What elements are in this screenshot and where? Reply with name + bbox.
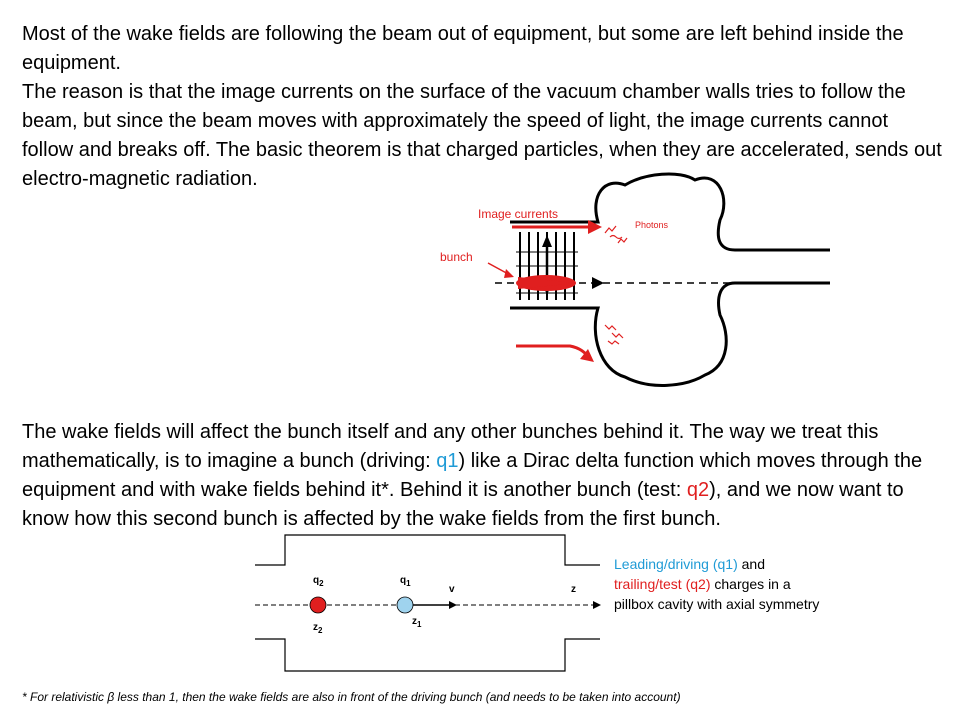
wake-effect-paragraph <box>22 418 942 534</box>
wake-text-2: ) like a Dirac delta function which moves through the equipment and with wake fields behind it*. Behind it is another bunch (test: <box>22 450 923 501</box>
velocity-label: v <box>449 584 455 595</box>
wake-text-1: The wake fields will affect the bunch itself and any other bunches behind it. The way we treat this mathematically, is to imagine a bunch (driving: <box>22 421 879 472</box>
photons-label: Photons <box>635 220 669 230</box>
pillbox-wall-bottom <box>255 639 600 671</box>
pillbox-cavity-diagram <box>255 533 615 678</box>
image-currents-label: Image currents <box>478 207 559 221</box>
q2-highlight: q2 <box>686 479 710 501</box>
caption-trailing: trailing/test (q2) <box>614 576 711 592</box>
image-current-arrow-bottom <box>516 346 588 356</box>
q2-label: $q_2$ <box>313 575 324 588</box>
q1-highlight: q1 <box>436 450 459 472</box>
caption-and: and <box>737 556 765 572</box>
photon-squiggle-icon <box>605 226 627 344</box>
bunch-label: bunch <box>440 250 473 264</box>
intro-text-2: The reason is that the image currents on the surface of the vacuum chamber walls tries to follow the beam, but since the beam moves with approximately the speed of light, the image currents cannot follow and breaks off. The basic theorem is that charged particles, when they are accelerated, sends out electro-magnetic radiation. <box>22 81 942 190</box>
caption-line3: pillbox cavity with axial symmetry <box>614 596 820 612</box>
intro-text-1: Most of the wake fields are following the beam out of equipment, but some are left behind inside the equipment. <box>22 23 904 74</box>
z2-label: $z_2$ <box>313 622 323 635</box>
driving-charge-q1 <box>397 597 413 613</box>
pillbox-caption <box>614 554 914 614</box>
cavity-wake-diagram <box>480 165 860 395</box>
wake-text-3: ), and we now want to know how this second bunch is affected by the wake fields from the first bunch. <box>22 479 904 530</box>
caption-charges: charges in a <box>710 576 791 592</box>
z-axis-label: z <box>571 584 576 595</box>
caption-driving: Leading/driving (q1) <box>614 556 738 572</box>
velocity-arrow-icon <box>449 601 457 609</box>
z1-label: $z_1$ <box>412 616 422 629</box>
q1-label: $q_1$ <box>400 575 411 588</box>
axis-arrow-icon <box>593 601 601 609</box>
beam-direction-arrow-icon <box>592 277 604 289</box>
pillbox-wall-top <box>255 535 600 565</box>
test-charge-q2 <box>310 597 326 613</box>
field-arrow-up-icon <box>542 235 552 247</box>
footnote: * For relativistic β less than 1, then the wake fields are also in front of the driving bunch (and needs to be taken into account) <box>22 690 681 704</box>
